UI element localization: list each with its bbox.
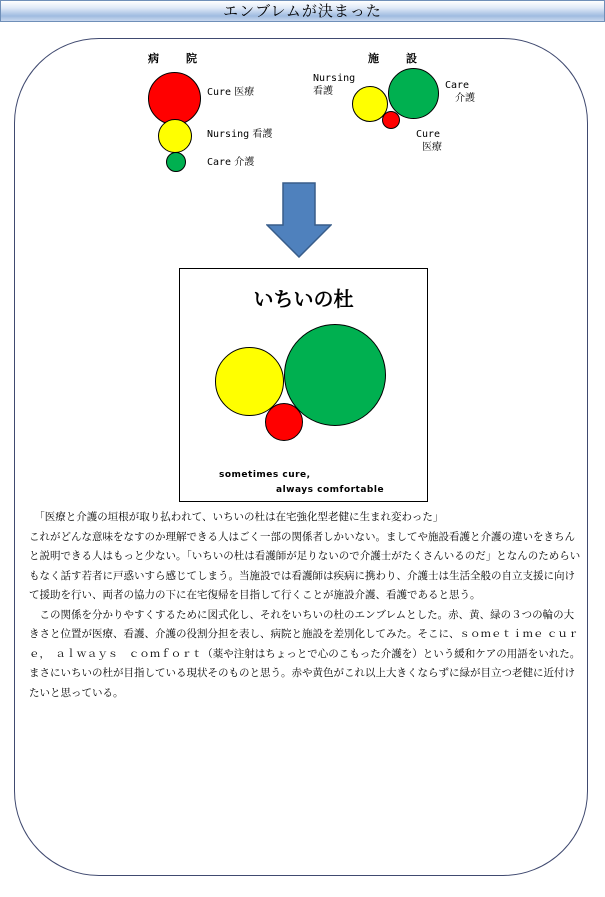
facility-heading: 施 設 <box>368 52 425 65</box>
hospital-care-label: Care 介護 <box>207 157 255 168</box>
paragraph-quote: 「医療と介護の垣根が取り払われて、いちいの杜は在宅強化型老健に生まれ変わった」 <box>29 511 444 523</box>
page-header <box>0 0 605 22</box>
hospital-nursing-circle <box>158 119 192 153</box>
hospital-cure-label: Cure 医療 <box>207 87 255 98</box>
facility-care-label: Care 介護 <box>445 80 475 104</box>
emblem-box <box>179 268 428 502</box>
hospital-care-circle <box>166 152 186 172</box>
emblem-slogan-line1: sometimes cure, <box>219 470 311 480</box>
facility-nursing-label: Nursing 看護 <box>313 73 356 97</box>
hospital-nursing-label: Nursing 看護 <box>207 129 273 140</box>
body-text <box>29 508 584 703</box>
paragraph-explanation: これがどんな意味をなすのか理解できる人はごく一部の関係者しかいない。ましてや施設看護と介護の違いをきちんと説明できる人はもっと少ない。「いちいの杜は看護師が足りないので介護士がたくさんいるのだ」となんのためらいもなく話す若者に戸惑いすら感じてしまう。当施設では看護師は疾病に携わり、介護士は生活全般の自立支援に向けて援助を行い、両者の協力の下に在宅復帰を目指して行くことが施設介護、看護であると思う。 <box>29 530 581 601</box>
facility-cure-circle <box>382 111 400 129</box>
paragraph-emblem: この関係を分かりやすくするために図式化し、それをいちいの杜のエンブレムとした。赤、黄、緑の３つの輪の大きさと位置が医療、看護、介護の役割分担を表し、病院と施設を差別化してみた。そこに、ｓｏｍｅｔｉｍｅ ｃｕｒｅ， ａｌｗａｙｓ ｃｏｍｆｏｒｔ（薬や注射はちょっとで心のこもった介護を）という緩和ケアの用語をいれた。まさにいちいの杜が目指している現状そのものと思う。赤や黄色がこれ以上大きくならずに緑が目立つ老健に近付けたいと思っている。 <box>29 608 581 699</box>
hospital-cure-circle <box>148 72 201 125</box>
down-arrow-icon <box>266 182 332 258</box>
page-title: エンブレムが決まった <box>223 2 382 20</box>
emblem-red-circle <box>265 403 303 441</box>
hospital-heading: 病 院 <box>148 52 205 65</box>
emblem-slogan-line2: always comfortable <box>276 485 385 495</box>
emblem-title: いちいの杜 <box>253 287 354 311</box>
facility-cure-label: Cure 医療 <box>416 129 442 153</box>
